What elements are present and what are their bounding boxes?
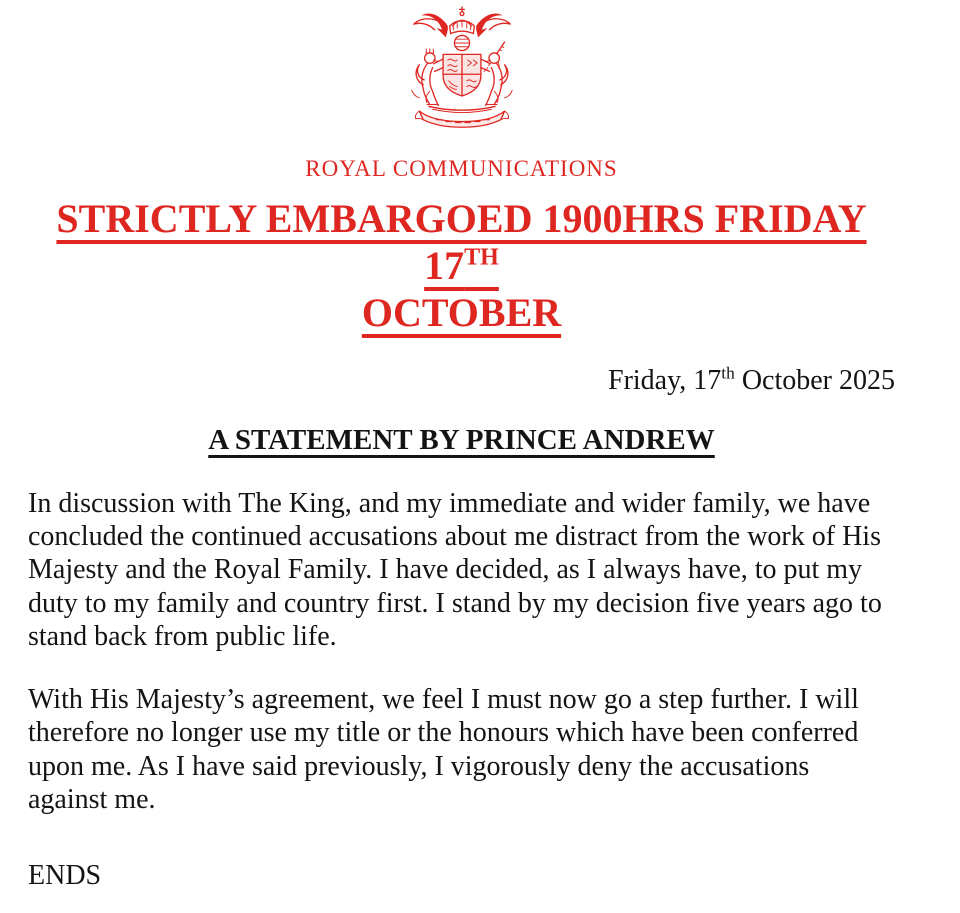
dateline-ordinal-superscript: th [721,363,735,383]
masthead-department: ROYAL COMMUNICATIONS [305,156,618,181]
embargo-line1 [56,196,866,288]
embargo-ordinal-superscript: TH [464,244,499,271]
dateline [28,365,895,397]
royal-coat-of-arms-icon [391,3,533,136]
embargo-heading [28,195,895,337]
ends-marker: ENDS [28,860,102,892]
statement-paragraph-2: With His Majesty’s agreement, we feel I must now go a step further. I will therefore no longer use my title or the honours which have been conferred upon me. As I have said previously, I vigorously deny the accusations against me. [28,684,859,816]
embargo-line2: OCTOBER [361,290,562,336]
statement-paragraph-1: In discussion with The King, and my immediate and wider family, we have concluded the continued accusations about me distract from the work of His Majesty and the Royal Family. I have decided, as I always have, to put my duty to my family and country first. I stand by my decision five years ago to stand back from public life. [28,487,882,652]
embargo-line1-text: STRICTLY EMBARGOED 1900HRS FRIDAY 17 [56,196,867,289]
dateline-prefix: Friday, 17 [608,364,722,396]
press-release-content [0,3,960,892]
statement-title: A STATEMENT BY PRINCE ANDREW [208,423,715,456]
dateline-suffix: October 2025 [734,364,895,396]
